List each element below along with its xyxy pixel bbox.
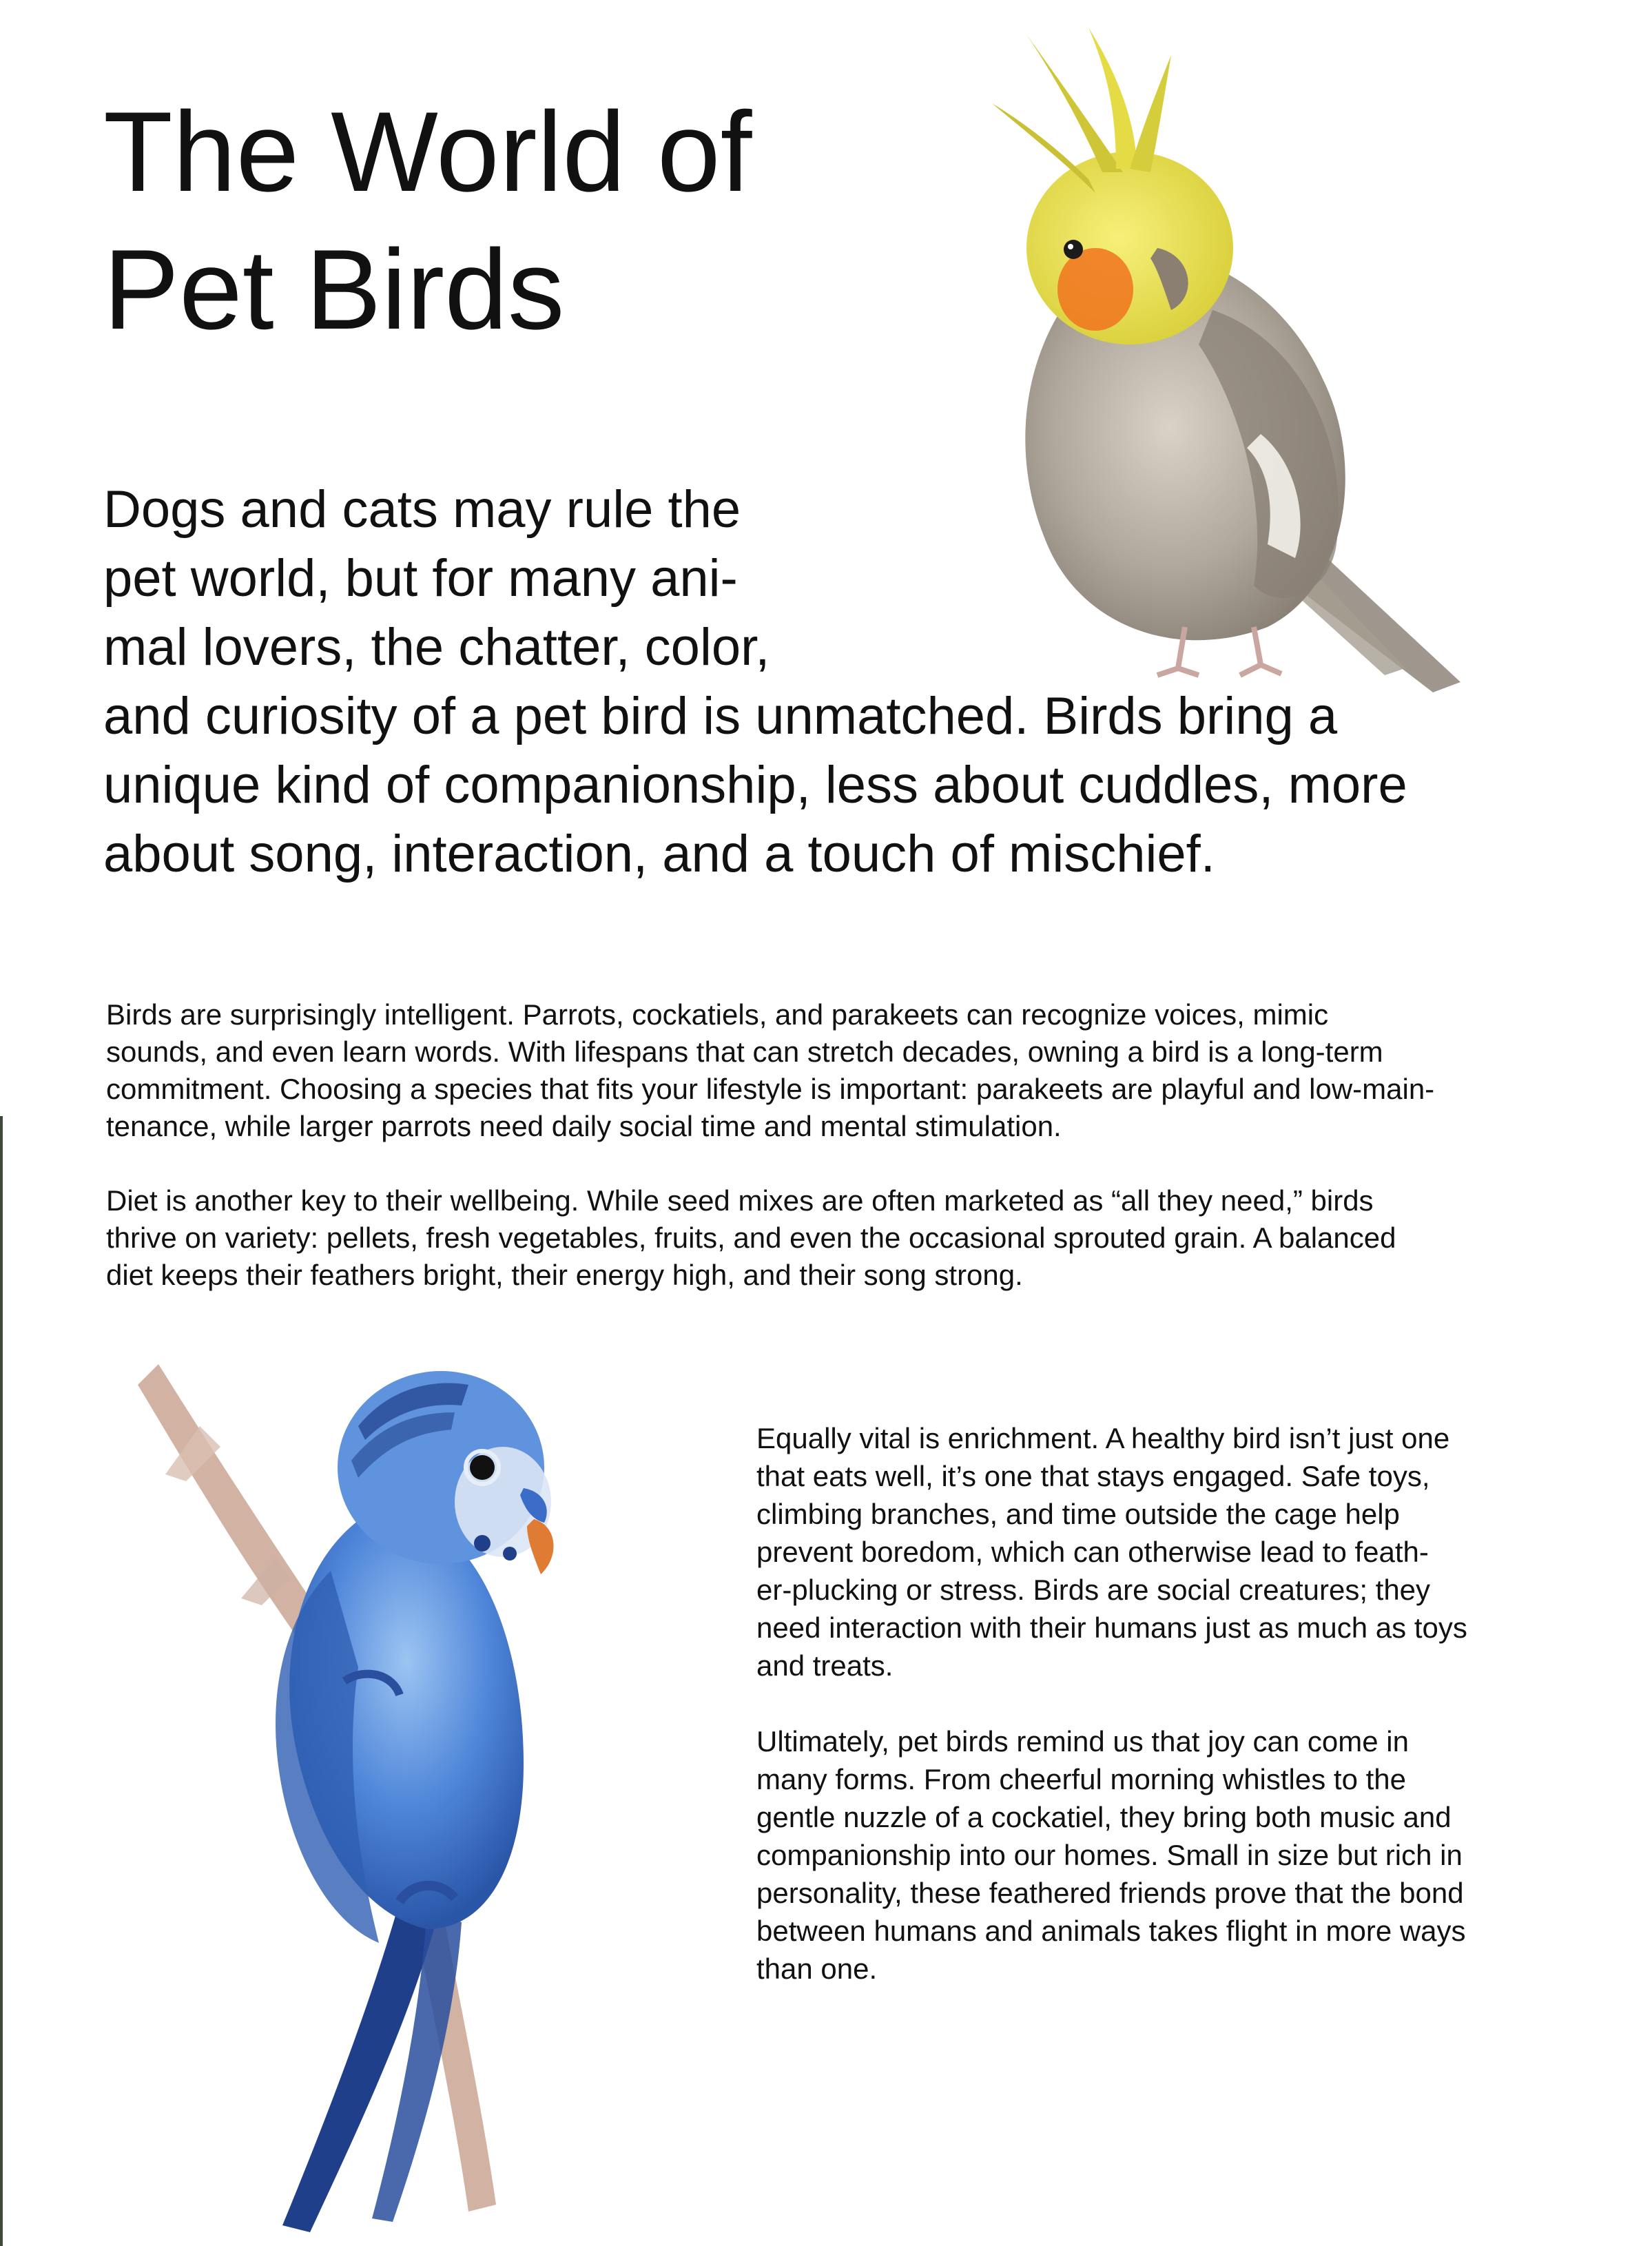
body-line: many forms. From cheerful morning whistles to the bbox=[756, 1763, 1406, 1795]
cockatiel-eye bbox=[1064, 240, 1083, 259]
body-line: prevent boredom, which can otherwise lead to feath- bbox=[756, 1536, 1429, 1568]
body-paragraph-intelligence bbox=[106, 996, 1587, 1145]
body-line: diet keeps their feathers bright, their energy high, and their song strong. bbox=[106, 1259, 1023, 1291]
body-line: Equally vital is enrichment. A healthy bird isn’t just one bbox=[756, 1422, 1450, 1454]
body-column-full bbox=[106, 996, 1587, 1331]
title-line: The World of bbox=[103, 88, 752, 215]
body-paragraph-conclusion bbox=[756, 1722, 1569, 1988]
body-line: Birds are surprisingly intelligent. Parrots, cockatiels, and parakeets can recognize voices, mimic bbox=[106, 998, 1329, 1031]
budgie-beak bbox=[527, 1519, 553, 1574]
body-line: companionship into our homes. Small in size but rich in bbox=[756, 1839, 1463, 1871]
title-line: Pet Birds bbox=[103, 226, 565, 353]
body-line: commitment. Choosing a species that fits your lifestyle is important: parakeets are playful and low-main- bbox=[106, 1073, 1435, 1105]
cockatiel-cheek bbox=[1057, 248, 1133, 331]
page-edge-rule bbox=[0, 1116, 3, 2246]
body-paragraph-diet bbox=[106, 1182, 1587, 1294]
body-line: tenance, while larger parrots need daily social time and mental stimulation. bbox=[106, 1110, 1062, 1142]
body-paragraph-enrichment bbox=[756, 1419, 1569, 1684]
body-line: that eats well, it’s one that stays engaged. Safe toys, bbox=[756, 1460, 1430, 1492]
lede-line: Dogs and cats may rule the bbox=[103, 480, 741, 539]
body-line: gentle nuzzle of a cockatiel, they bring both music and bbox=[756, 1801, 1452, 1833]
body-line: need interaction with their humans just as much as toys bbox=[756, 1611, 1467, 1644]
lede-line: about song, interaction, and a touch of mischief. bbox=[103, 825, 1215, 883]
body-line: than one. bbox=[756, 1953, 878, 1985]
lede-line: pet world, but for many ani- bbox=[103, 549, 738, 608]
body-line: between humans and animals takes flight in more ways bbox=[756, 1915, 1466, 1947]
lede-line: unique kind of companionship, less about cuddles, more bbox=[103, 756, 1407, 814]
cockatiel-head bbox=[1026, 152, 1233, 344]
article-title bbox=[103, 83, 861, 358]
body-line: personality, these feathered friends prove that the bond bbox=[756, 1877, 1464, 1909]
body-line: climbing branches, and time outside the cage help bbox=[756, 1498, 1400, 1530]
body-line: and treats. bbox=[756, 1649, 894, 1682]
lede-line: mal lovers, the chatter, color, bbox=[103, 618, 770, 677]
body-line: Diet is another key to their wellbeing. While seed mixes are often marketed as “all they need,” birds bbox=[106, 1184, 1374, 1217]
lede-paragraph bbox=[103, 475, 1550, 889]
budgie-eye bbox=[470, 1455, 495, 1480]
body-column-right bbox=[756, 1419, 1569, 2026]
body-line: er-plucking or stress. Birds are social creatures; they bbox=[756, 1574, 1431, 1606]
body-line: sounds, and even learn words. With lifespans that can stretch decades, owning a bird is a long-term bbox=[106, 1036, 1383, 1068]
body-line: thrive on variety: pellets, fresh vegetables, fruits, and even the occasional sprouted grain. A balanced bbox=[106, 1222, 1396, 1254]
body-line: Ultimately, pet birds remind us that joy can come in bbox=[756, 1725, 1409, 1758]
budgie-illustration bbox=[138, 1337, 703, 2246]
lede-line: and curiosity of a pet bird is unmatched. Birds bring a bbox=[103, 687, 1338, 745]
